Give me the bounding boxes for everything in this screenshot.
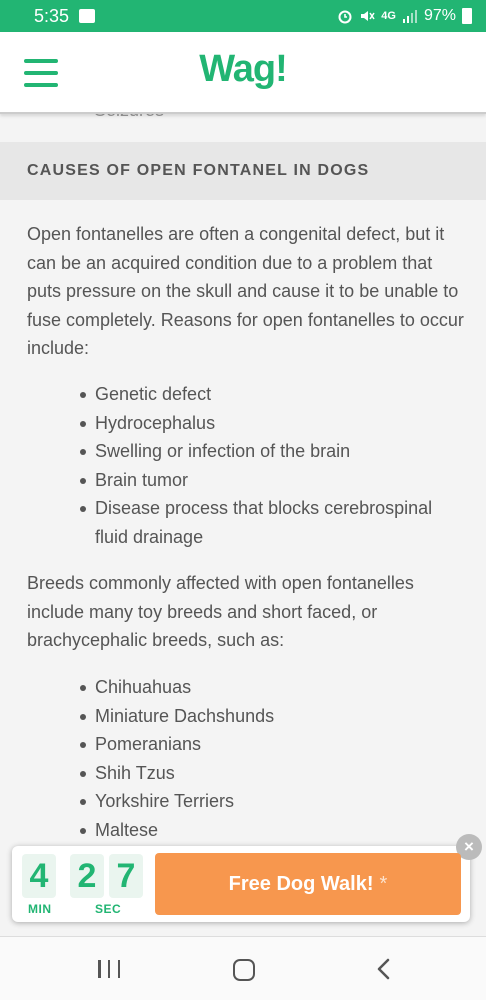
recent-apps-icon[interactable] (98, 960, 120, 978)
breeds-paragraph: Breeds commonly affected with open fontanelles include many toy breeds and short faced, or brachycephalic breeds, such as: (27, 573, 414, 650)
list-item: Shih Tzus (95, 759, 465, 788)
list-item: Swelling or infection of the brain (95, 437, 465, 466)
list-item: Disease process that blocks cerebrospinal fluid drainage (95, 494, 465, 551)
close-icon[interactable]: × (456, 834, 482, 860)
list-item: Hydrocephalus (95, 409, 465, 438)
button-asterisk: * (379, 872, 388, 895)
back-chevron-icon[interactable] (373, 957, 395, 981)
list-item: Chihuahuas (95, 673, 465, 702)
causes-list (95, 380, 465, 551)
free-dog-walk-label: Free Dog Walk! (228, 872, 374, 895)
wag-logo[interactable]: Wag! (199, 48, 287, 90)
list-item: Miniature Dachshunds (95, 702, 465, 731)
status-bar (0, 0, 486, 32)
signal-icon (402, 9, 418, 23)
countdown-seconds-tens: 2 (70, 854, 104, 898)
breeds-list (95, 673, 465, 844)
article-content (0, 114, 486, 934)
sec-label: SEC (95, 902, 122, 916)
list-item: Yorkshire Terriers (95, 787, 465, 816)
min-label: MIN (28, 902, 52, 916)
network-type: 4G (381, 10, 396, 22)
countdown-minutes: 4 (22, 854, 56, 898)
free-walk-promo-bar (12, 837, 474, 922)
alarm-icon (337, 8, 353, 24)
message-notification-icon (79, 9, 95, 23)
home-icon[interactable] (233, 959, 255, 981)
free-dog-walk-button[interactable] (155, 853, 461, 915)
intro-paragraph: Open fontanelles are often a congenital defect, but it can be an acquired condition due to a problem that puts pressure on the skull and cause it to be unable to fuse completely. Reasons for open fontanelles to occur include: (27, 224, 464, 358)
countdown-seconds-ones: 7 (109, 854, 143, 898)
list-item: Pomeranians (95, 730, 465, 759)
list-item: Genetic defect (95, 380, 465, 409)
list-item: Maltese (95, 816, 465, 845)
section-heading: CAUSES OF OPEN FONTANEL IN DOGS (0, 142, 486, 200)
status-right (337, 7, 472, 25)
status-time: 5:35 (34, 5, 70, 26)
site-header (0, 32, 486, 114)
system-nav-bar (0, 936, 486, 1000)
battery-percent: 97% (423, 7, 456, 24)
list-item: Brain tumor (95, 466, 465, 495)
battery-icon (462, 8, 472, 24)
mute-icon (359, 8, 375, 24)
